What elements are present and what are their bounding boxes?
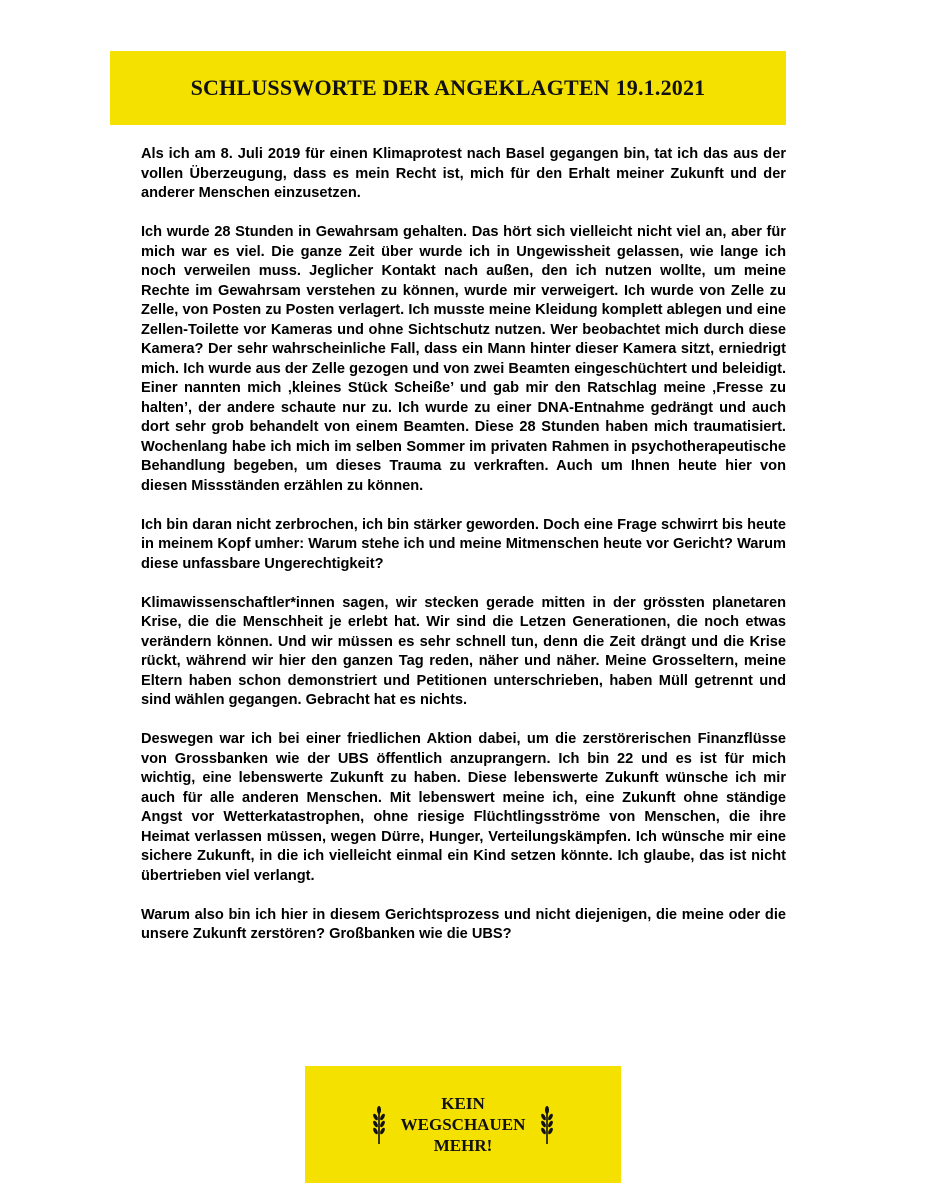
document-title: SCHLUSSWORTE DER ANGEKLAGTEN 19.1.2021 — [190, 75, 706, 100]
slogan-line: KEIN — [441, 1094, 485, 1113]
statement-body — [141, 145, 786, 964]
slogan-line: MEHR! — [433, 1136, 493, 1155]
paragraph-closing: Warum also bin ich hier in diesem Gerichtsprozess und nicht diejenigen, die meine oder die unsere Zukunft zerstören? Großbanken wie die UBS? — [141, 906, 786, 942]
slogan-badge — [305, 1066, 621, 1183]
wheat-icon — [539, 1105, 555, 1145]
paragraph-intro: Als ich am 8. Juli 2019 für einen Klimaprotest nach Basel gegangen bin, tat ich das aus der vollen Überzeugung, dass es mein Recht ist, mich für den Erhalt meiner Zukunft und der anderer Menschen einzusetzen. — [141, 146, 786, 201]
wheat-icon — [371, 1105, 387, 1145]
paragraph-action: Deswegen war ich bei einer friedlichen Aktion dabei, um die zerstörerischen Finanzflüsse von Grossbanken wie der UBS öffentlich anzuprangern. Ich bin 22 und es ist für mich wichtig, eine lebenswerte Zukunft zu haben. Diese lebenswerte Zukunft wünsche ich mir auch für alle anderen Menschen. Mit lebenswert meine ich, eine Zukunft ohne ständige Angst vor Wetterkatastrophen, ohne riesige Flüchtlingsströme von Menschen, die ihre Heimat verlassen müssen, wegen Dürre, Hunger, Verteilungskämpfen. Ich wünsche mir eine sichere Zukunft, in die ich vielleicht einmal ein Kind setzen könnte. Ich glaube, das ist nicht übertrieben viel verlangt. — [141, 731, 786, 884]
slogan-line: WEGSCHAUEN — [400, 1115, 526, 1134]
paragraph-custody: Ich wurde 28 Stunden in Gewahrsam gehalten. Das hört sich vielleicht nicht viel an, aber für mich war es viel. Die ganze Zeit über wurde ich in Ungewissheit gelassen, wie lange ich noch verweilen muss. Jeglicher Kontakt nach außen, den ich nutzen wollte, um meine Rechte im Gewahrsam verstehen zu können, wurde mir verweigert. Ich wurde von Zelle zu Zelle, von Posten zu Posten verlagert. Ich musste meine Kleidung komplett ablegen und eine Zellen-Toilette vor Kameras und ohne Sichtschutz nutzen. Wer beobachtet mich durch diese Kamera? Der sehr wahrscheinliche Fall, dass ein Mann hinter dieser Kamera sitzt, erniedrigt mich. Ich wurde aus der Zelle gezogen und von zwei Beamten eingeschüchtert und beleidigt. Einer nannten mich ‚kleines Stück Scheiße’ und gab mir den Ratschlag meine ‚Fresse zu halten’, der andere schaute nur zu. Ich wurde zu einer DNA-Entnahme gedrängt und auch dort sehr grob behandelt von einem Beamten. Diese 28 Stunden haben mich traumatisiert. Wochenlang habe ich mich im selben Sommer im privaten Rahmen in psychotherapeutische Behandlung begeben, um dieses Trauma zu verkraften. Auch um Ihnen heute hier von diesen Missständen erzählen zu können. — [141, 224, 786, 494]
paragraph-question: Ich bin daran nicht zerbrochen, ich bin stärker geworden. Doch eine Frage schwirrt bis heute in meinem Kopf umher: Warum stehe ich und meine Mitmenschen heute vor Gericht? Warum diese unfassbare Ungerechtigkeit? — [141, 516, 786, 572]
header-banner — [110, 51, 786, 125]
slogan-text — [401, 1093, 526, 1156]
paragraph-climate: Klimawissenschaftler*innen sagen, wir stecken gerade mitten in der grössten planetaren Krise, die die Menschheit je erlebt hat. Wir sind die Letzen Generationen, die noch etwas verändern können. Und wir müssen es sehr schnell tun, denn die Zeit drängt und die Krise rückt, während wir hier den ganzen Tag reden, näher und näher. Meine Grosseltern, meine Eltern haben schon demonstriert und Petitionen unterschrieben, haben Müll getrennt und sind wählen gegangen. Gebracht hat es nichts. — [141, 594, 786, 708]
